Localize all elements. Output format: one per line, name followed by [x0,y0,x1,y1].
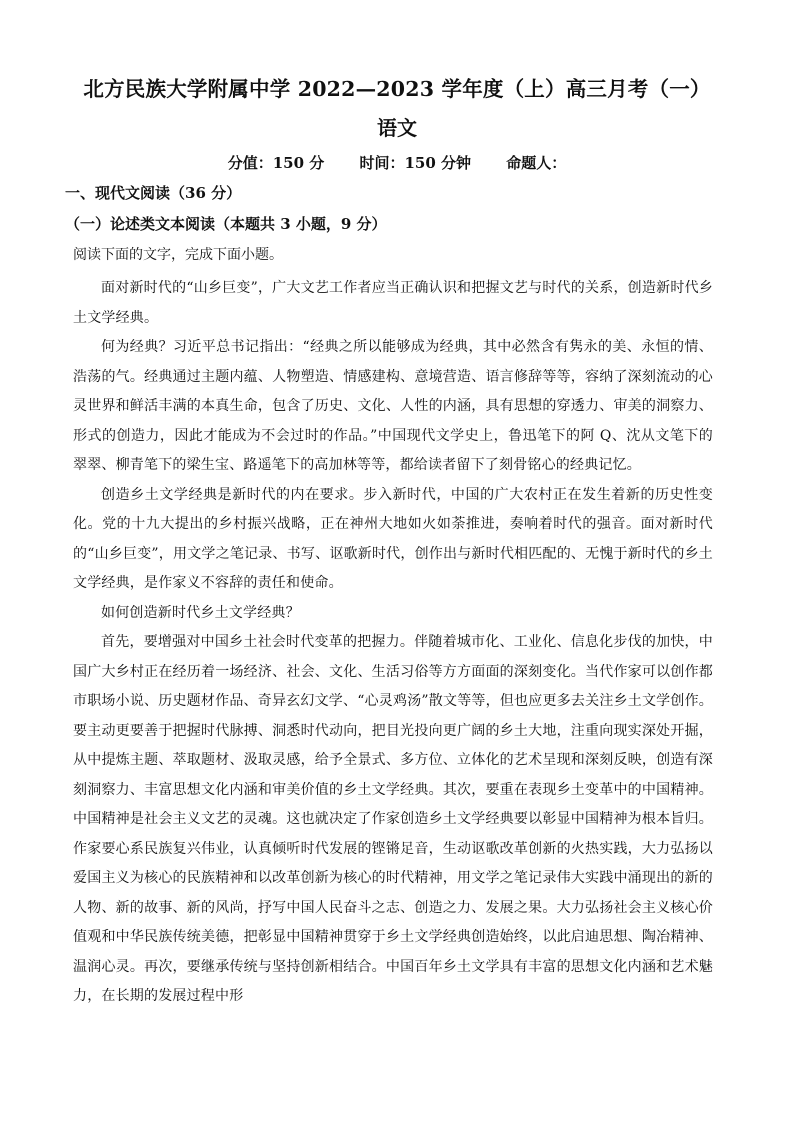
passage-paragraph: 如何创造新时代乡土文学经典？ [101,604,300,621]
subject-title: 语文 [377,116,417,140]
setter-info: 命题人： [506,154,567,172]
passage-paragraph: 何为经典？习近平总书记指出：“经典之所以能够成为经典，其中必然含有隽永的美、永恒的情、浩荡的气。经典通过主题内蕴、人物塑造、情感建构、意境营造、语言修辞等等，容纳了深刻流动的心灵世界和鲜活丰满的本真生命，包含了历史、文化、人性的内涵，具有思想的穿透力、审美的洞察力、形式的创造力，因此才能成为不会过时的作品。”中国现代文学史上，鲁迅笔下的阿 Q、沈从文笔下的翠翠、柳青笔下的梁生宝、路遥笔下的高加林等等，都给读者留下了刻骨铭心的经典记忆。 [73,339,713,473]
passage-paragraph: 创造乡土文学经典是新时代的内在要求。步入新时代，中国的广大农村正在发生着新的历史性变化。党的十九大提出的乡村振兴战略，正在神州大地如火如荼推进，奏响着时代的强音。面对新时代的“山乡巨变”，用文学之笔记录、书写、讴歌新时代，创作出与新时代相匹配的、无愧于新时代的乡土文学经典，是作家义不容辞的责任和使命。 [73,486,713,591]
exam-title: 北方民族大学附属中学 2022—2023 学年度（上）高三月考（一） [83,77,711,101]
score-info: 分值：150 分 [227,154,325,172]
reading-instruction: 阅读下面的文字，完成下面小题。 [73,247,283,263]
passage-paragraph: 面对新时代的“山乡巨变”，广大文艺工作者应当正确认识和把握文艺与时代的关系，创造新时代乡土文学经典。 [73,280,713,326]
section-heading: 一、现代文阅读（36 分） [65,184,242,202]
time-info: 时间：150 分钟 [359,154,472,172]
subsection-heading: （一）论述类文本阅读（本题共 3 小题，9 分） [65,215,387,233]
reading-passage [73,274,713,1012]
passage-paragraph: 首先，要增强对中国乡土社会时代变革的把握力。伴随着城市化、工业化、信息化步伐的加快，中国广大乡村正在经历着一场经济、社会、文化、生活习俗等方方面面的深刻变化。当代作家可以创作都市职场小说、历史题材作品、奇异玄幻文学、“心灵鸡汤”散文等等，但也应更多去关注乡土文学创作。要主动更要善于把握时代脉搏、洞悉时代动向，把目光投向更广阔的乡土大地，注重向现实深处开掘，从中提炼主题、萃取题材、汲取灵感，给予全景式、多方位、立体化的艺术呈现和深刻反映，创造有深刻洞察力、丰富思想文化内涵和审美价值的乡土文学经典。其次，要重在表现乡土变革中的中国精神。中国精神是社会主义文艺的灵魂。这也就决定了作家创造乡土文学经典要以彰显中国精神为根本旨归。作家要心系民族复兴伟业，认真倾听时代发展的铿锵足音，生动讴歌改革创新的火热实践，大力弘扬以爱国主义为核心的民族精神和以改革创新为核心的时代精神，用文学之笔记录伟大实践中涌现出的新的人物、新的故事、新的风尚，抒写中国人民奋斗之志、创造之力、发展之果。大力弘扬社会主义核心价值观和中华民族传统美德，把彰显中国精神贯穿于乡土文学经典创造始终，以此启迪思想、陶冶精神、温润心灵。再次，要继承传统与坚持创新相结合。中国百年乡土文学具有丰富的思想文化内涵和艺术魅力，在长期的发展过程中形 [73,634,713,1004]
exam-meta [0,152,794,173]
